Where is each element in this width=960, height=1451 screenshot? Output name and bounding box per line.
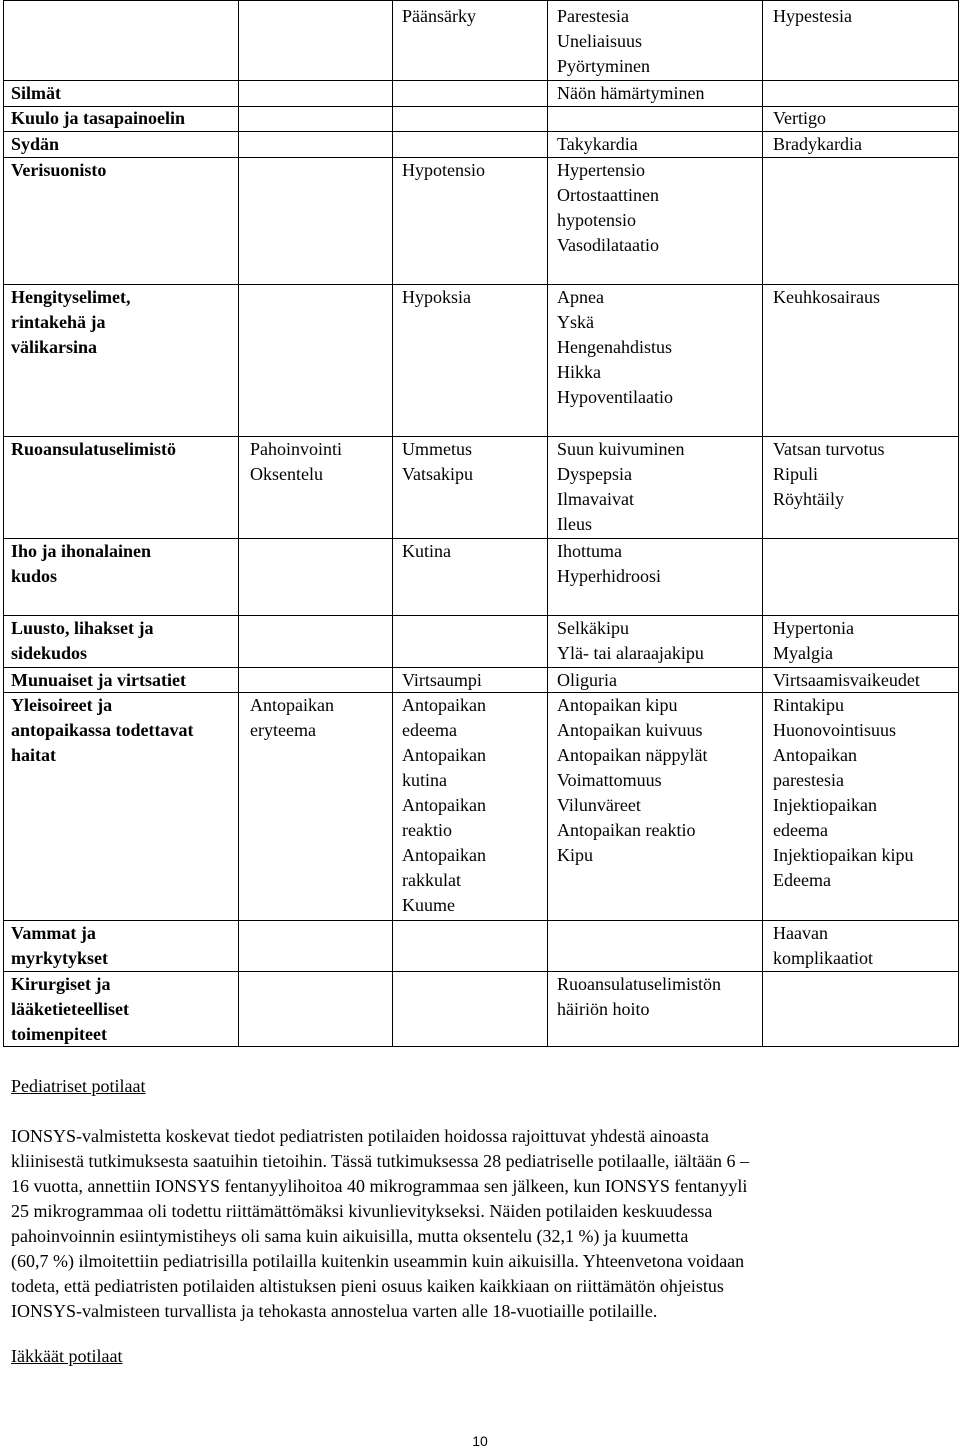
- pediatric-heading: Pediatriset potilaat: [11, 1076, 146, 1096]
- organ-label-vammat: Vammat ja myrkytykset: [11, 923, 108, 968]
- header-cell-4: Parestesia Uneliaisuus Pyörtyminen: [557, 6, 650, 76]
- paragraph-line: IONSYS-valmisteen turvallista ja tehokasta annostelua varten alle 18-vuotiaille potilaille.: [11, 1301, 658, 1321]
- cell-hengitys-c4: Apnea Yskä Hengenahdistus Hikka Hypoventilaatio: [557, 287, 673, 407]
- elderly-heading: Iäkkäät potilaat: [11, 1346, 123, 1366]
- organ-label-hengitys: Hengityselimet, rintakehä ja välikarsina: [11, 287, 131, 357]
- cell-hengitys-c3: Hypoksia: [402, 287, 471, 307]
- cell-hengitys-c5: Keuhkosairaus: [773, 287, 880, 307]
- organ-label-silmat: Silmät: [11, 83, 62, 103]
- cell-kirurgiset-c4: Ruoansulatuselimistön häiriön hoito: [557, 974, 721, 1019]
- cell-verisuonisto-c4: Hypertensio Ortostaattinen hypotensio Vasodilataatio: [557, 160, 659, 255]
- cell-vammat-c5: Haavan komplikaatiot: [773, 923, 873, 968]
- paragraph-line: (60,7 %) ilmoitettiin pediatrisilla potilailla kuitenkin useammin kuin aikuisilla. Yhteenvetona voidaan: [11, 1251, 745, 1271]
- cell-yleis-c4: Antopaikan kipu Antopaikan kuivuus Antopaikan näppylät Voimattomuus Vilunväreet Antopaikan reaktio Kipu: [557, 695, 708, 865]
- organ-label-luusto: Luusto, lihakset ja sidekudos: [11, 618, 154, 663]
- organ-label-yleis: Yleisoireet ja antopaikassa todettavat haitat: [11, 695, 194, 765]
- cell-kuulo-c5: Vertigo: [773, 108, 826, 128]
- cell-munuaiset-c3: Virtsaumpi: [402, 670, 482, 690]
- organ-label-sydan: Sydän: [11, 134, 60, 154]
- cell-ruoansulatus-c4: Suun kuivuminen Dyspepsia Ilmavaivat Ileus: [557, 439, 685, 534]
- paragraph-line: 16 vuotta, annettiin IONSYS fentanyylihoitoa 40 mikrogrammaa sen jälkeen, kun IONSYS fentanyyli: [11, 1176, 748, 1196]
- organ-label-kuulo: Kuulo ja tasapainoelin: [11, 108, 186, 128]
- header-cell-3: Päänsärky: [402, 6, 476, 26]
- organ-label-ruoansulatus: Ruoansulatuselimistö: [11, 439, 177, 459]
- cell-yleis-c5: Rintakipu Huonovointisuus Antopaikan parestesia Injektiopaikan edeema Injektiopaikan kipu Edeema: [773, 695, 914, 890]
- cell-sydan-c4: Takykardia: [557, 134, 638, 154]
- pediatric-paragraph: [11, 1124, 951, 1324]
- page-number: 10: [472, 1433, 488, 1449]
- organ-label-kirurgiset: Kirurgiset ja lääketieteelliset toimenpiteet: [11, 974, 129, 1044]
- cell-sydan-c5: Bradykardia: [773, 134, 862, 154]
- paragraph-line: pahoinvoinnin esiintymistiheys oli sama kuin aikuisilla, mutta oksentelu (32,1 %) ja kuumetta: [11, 1226, 689, 1246]
- paragraph-line: 25 mikrogrammaa oli todettu riittämättömäksi kivunlievitykseksi. Näiden potilaiden keskuudessa: [11, 1201, 713, 1221]
- cell-yleis-c2: Antopaikan eryteema: [250, 695, 334, 740]
- cell-luusto-c5: Hypertonia Myalgia: [773, 618, 854, 663]
- cell-ruoansulatus-c3: Ummetus Vatsakipu: [402, 439, 473, 484]
- organ-label-verisuonisto: Verisuonisto: [11, 160, 107, 180]
- cell-yleis-c3: Antopaikan edeema Antopaikan kutina Antopaikan reaktio Antopaikan rakkulat Kuume: [402, 695, 486, 915]
- organ-label-munuaiset: Munuaiset ja virtsatiet: [11, 670, 186, 690]
- paragraph-line: kliinisestä tutkimuksesta saatuihin tietoihin. Tässä tutkimuksessa 28 pediatriselle potilaalle, iältään 6 –: [11, 1151, 750, 1171]
- cell-luusto-c4: Selkäkipu Ylä- tai alaraajakipu: [557, 618, 704, 663]
- cell-munuaiset-c5: Virtsaamisvaikeudet: [773, 670, 920, 690]
- header-cell-5: Hypestesia: [773, 6, 852, 26]
- cell-ruoansulatus-c2: Pahoinvointi Oksentelu: [250, 439, 343, 484]
- cell-silmat-c4: Näön hämärtyminen: [557, 83, 705, 103]
- cell-munuaiset-c4: Oliguria: [557, 670, 617, 690]
- paragraph-line: IONSYS-valmistetta koskevat tiedot pediatristen potilaiden hoidossa rajoittuvat yhdestä ainoasta: [11, 1126, 709, 1146]
- cell-iho-c3: Kutina: [402, 541, 451, 561]
- organ-label-iho: Iho ja ihonalainen kudos: [11, 541, 152, 586]
- cell-verisuonisto-c3: Hypotensio: [402, 160, 485, 180]
- cell-iho-c4: Ihottuma Hyperhidroosi: [557, 541, 661, 586]
- paragraph-line: todeta, että pediatristen potilaiden altistuksen pieni osuus kaiken kaikkiaan on riittämätön ohjeistus: [11, 1276, 724, 1296]
- cell-ruoansulatus-c5: Vatsan turvotus Ripuli Röyhtäily: [773, 439, 885, 509]
